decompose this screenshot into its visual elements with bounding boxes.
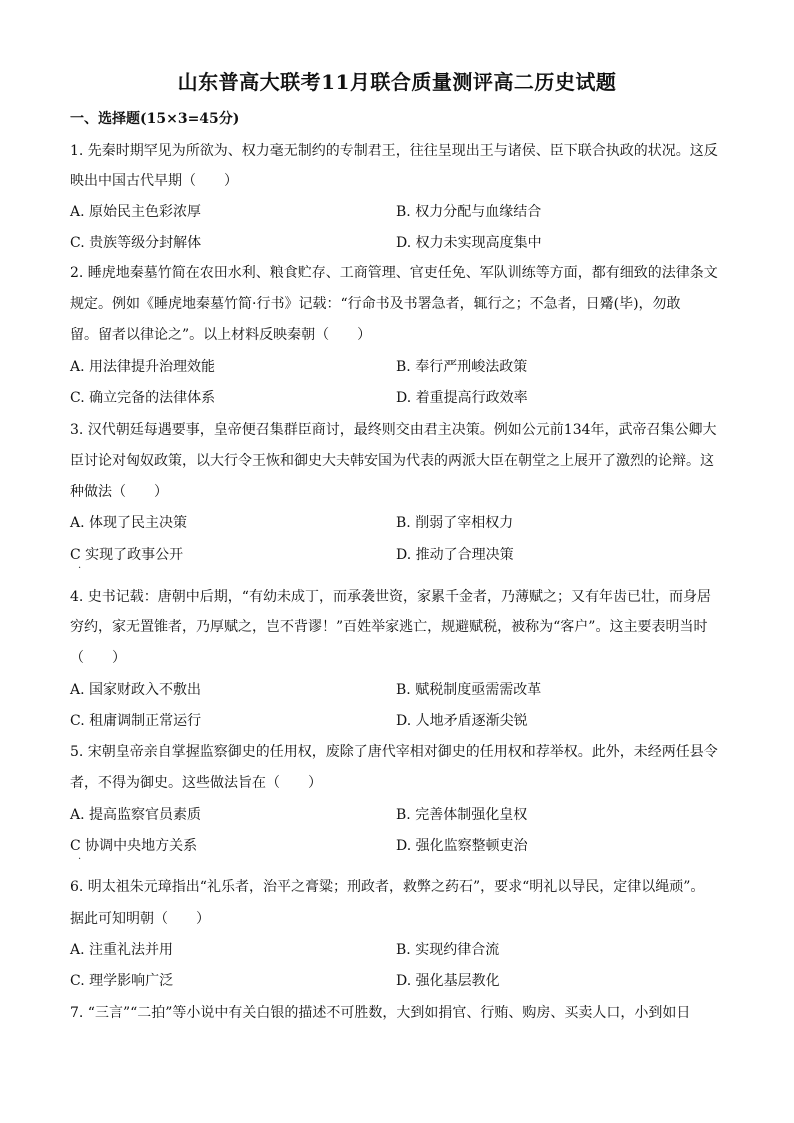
question-1-option-c: C. 贵族等级分封解体 (70, 235, 202, 251)
question-1-line-1: 1. 先秦时期罕见为所欲为、权力毫无制约的专制君王，往往呈现出王与诸侯、臣下联合执政的状况。这反 (70, 143, 718, 159)
question-6-line-1: 6. 明太祖朱元璋指出“礼乐者，治平之膏粱；刑政者，救弊之药石”，要求“明礼以导民，定律以绳顽”。 (70, 879, 705, 895)
question-4-line-3: （ ） (70, 650, 126, 666)
question-4-line-2: 穷约，家无置锥者，乃厚赋之，岂不背谬！”百姓举家逃亡，规避赋税，被称为“客户”。这主要表明当时 (70, 619, 708, 635)
question-1-option-b: B. 权力分配与血缘结合 (396, 204, 542, 220)
question-3-line-2: 臣讨论对匈奴政策，以大行令王恢和御史大夫韩安国为代表的两派大臣在朝堂之上展开了激烈的论辩。这 (70, 453, 714, 469)
question-6-line-2: 据此可知明朝（ ） (70, 911, 210, 927)
question-5-line-1: 5. 宋朝皇帝亲自掌握监察御史的任用权，废除了唐代宰相对御史的任用权和荐举权。此外，未经两任县令 (70, 744, 718, 760)
section-heading: 一、选择题(15×3=45分) (70, 111, 240, 127)
question-3-line-3: 种做法（ ） (70, 484, 168, 500)
question-3-option-c: C 实现了政事公开 (70, 547, 184, 563)
question-2-option-b: B. 奉行严刑峻法政策 (396, 359, 528, 375)
question-6-option-a: A. 注重礼法并用 (70, 942, 174, 958)
question-4-line-1: 4. 史书记载：唐朝中后期，“有幼未成丁，而承袭世资，家累千金者，乃薄赋之；又有年齿已壮，而身居 (70, 589, 711, 605)
stray-dot-mark: · (78, 563, 82, 574)
question-4-option-a: A. 国家财政入不敷出 (70, 682, 202, 698)
question-3-option-b: B. 削弱了宰相权力 (396, 515, 514, 531)
question-3-line-1: 3. 汉代朝廷每遇要事，皇帝便召集群臣商讨，最终则交由君主决策。例如公元前134年，武帝召集公卿大 (70, 422, 717, 438)
question-2-line-3: 留。留者以律论之”。以上材料反映秦朝（ ） (70, 327, 372, 343)
question-6-option-c: C. 理学影响广泛 (70, 973, 174, 989)
question-2-line-1: 2. 睡虎地秦墓竹简在农田水利、粮食贮存、工商管理、官吏任免、军队训练等方面，都有细致的法律条文 (70, 265, 718, 281)
question-5-option-a: A. 提高监察官员素质 (70, 807, 202, 823)
question-2-option-d: D. 着重提高行政效率 (396, 390, 528, 406)
question-6-option-b: B. 实现约律合流 (396, 942, 500, 958)
question-2-line-2: 规定。例如《睡虎地秦墓竹简·行书》记载：“行命书及书署急者，辄行之；不急者，日觱(毕)，勿敢 (70, 296, 681, 312)
question-2-option-c: C. 确立完备的法律体系 (70, 390, 216, 406)
question-4-option-c: C. 租庸调制正常运行 (70, 713, 202, 729)
question-3-option-a: A. 体现了民主决策 (70, 515, 188, 531)
question-2-option-a: A. 用法律提升治理效能 (70, 359, 216, 375)
question-4-option-b: B. 赋税制度亟需需改革 (396, 682, 542, 698)
stray-dot-mark: · (78, 854, 82, 865)
question-4-option-d: D. 人地矛盾逐渐尖锐 (396, 713, 528, 729)
page-title: 山东普高大联考11月联合质量测评高二历史试题 (177, 70, 617, 94)
question-1-line-2: 映出中国古代早期（ ） (70, 173, 238, 189)
question-5-option-c: C 协调中央地方关系 (70, 838, 198, 854)
question-1-option-a: A. 原始民主色彩浓厚 (70, 204, 202, 220)
question-7-line-1: 7. “三言”“二拍”等小说中有关白银的描述不可胜数，大到如捐官、行贿、购房、买卖人口，小到如日 (70, 1005, 691, 1021)
question-5-line-2: 者，不得为御史。这些做法旨在（ ） (70, 775, 322, 791)
question-6-option-d: D. 强化基层教化 (396, 973, 500, 989)
question-1-option-d: D. 权力未实现高度集中 (396, 235, 542, 251)
question-5-option-b: B. 完善体制强化皇权 (396, 807, 528, 823)
question-5-option-d: D. 强化监察整顿吏治 (396, 838, 528, 854)
question-3-option-d: D. 推动了合理决策 (396, 547, 514, 563)
